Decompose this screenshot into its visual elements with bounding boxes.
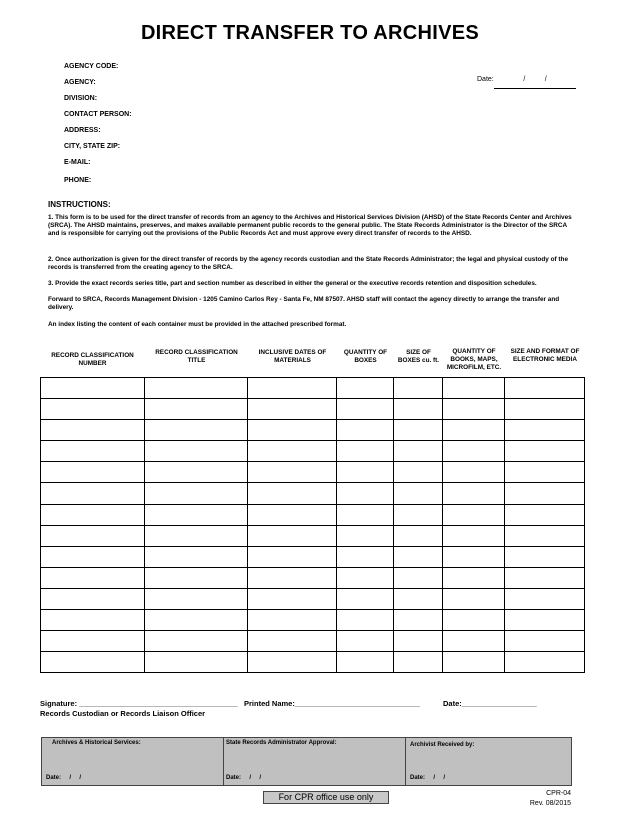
table-cell[interactable] <box>41 588 145 609</box>
form-number: CPR-04 <box>546 790 571 797</box>
table-cell[interactable] <box>336 420 393 441</box>
signature-date-line[interactable]: Date:__________________ <box>443 699 537 708</box>
sra-date: Date: / / <box>226 775 262 781</box>
table-cell[interactable] <box>145 420 247 441</box>
table-cell[interactable] <box>336 631 393 652</box>
table-cell[interactable] <box>443 610 505 631</box>
forward-note: Forward to SRCA, Records Management Division - 1205 Camino Carlos Rey - Santa Fe, NM 87507. AHSD staff will contact the agency directly to arrange the transfer and delivery. <box>48 296 560 311</box>
ahs-date: Date: / / <box>46 775 82 781</box>
column-header: RECORD CLASSIFICATION TITLE <box>155 349 238 364</box>
table-row <box>41 546 585 567</box>
table-cell[interactable] <box>145 483 247 504</box>
table-cell[interactable] <box>247 588 336 609</box>
table-cell[interactable] <box>41 652 145 673</box>
field-label: CITY, STATE ZIP: <box>64 143 121 150</box>
table-cell[interactable] <box>247 378 336 399</box>
table-cell[interactable] <box>505 441 585 462</box>
table-row <box>41 588 585 609</box>
table-cell[interactable] <box>393 525 442 546</box>
field-label: CONTACT PERSON: <box>64 111 132 118</box>
table-cell[interactable] <box>336 588 393 609</box>
table-cell[interactable] <box>41 504 145 525</box>
ahs-box[interactable] <box>41 737 224 786</box>
table-cell[interactable] <box>336 610 393 631</box>
signature-line[interactable]: Signature: ______________________________________ <box>40 699 238 708</box>
table-cell[interactable] <box>393 504 442 525</box>
page-title: DIRECT TRANSFER TO ARCHIVES <box>140 22 480 44</box>
column-header: SIZE OF BOXES cu. ft. <box>397 349 440 364</box>
table-row <box>41 483 585 504</box>
field-label: AGENCY: <box>64 79 96 86</box>
table-cell[interactable] <box>247 567 336 588</box>
table-cell[interactable] <box>145 610 247 631</box>
table-cell[interactable] <box>443 483 505 504</box>
table-row <box>41 441 585 462</box>
instructions-heading: INSTRUCTIONS: <box>48 200 111 209</box>
table-cell[interactable] <box>393 399 442 420</box>
table-cell[interactable] <box>393 483 442 504</box>
table-cell[interactable] <box>247 462 336 483</box>
table-cell[interactable] <box>247 546 336 567</box>
table-cell[interactable] <box>247 504 336 525</box>
table-cell[interactable] <box>41 420 145 441</box>
index-note: An index listing the content of each container must be provided in the attached prescribed format. <box>48 321 347 328</box>
table-cell[interactable] <box>145 525 247 546</box>
archivist-box[interactable] <box>405 737 572 786</box>
table-cell[interactable] <box>336 462 393 483</box>
column-header: QUANTITY OF BOOKS, MAPS, MICROFILM, ETC. <box>446 348 502 371</box>
table-cell[interactable] <box>393 631 442 652</box>
table-cell[interactable] <box>336 483 393 504</box>
table-cell[interactable] <box>505 504 585 525</box>
table-row <box>41 399 585 420</box>
table-cell[interactable] <box>41 399 145 420</box>
table-cell[interactable] <box>336 652 393 673</box>
table-cell[interactable] <box>247 483 336 504</box>
table-row <box>41 631 585 652</box>
column-header: QUANTITY OF BOXES <box>343 349 388 364</box>
table-cell[interactable] <box>41 462 145 483</box>
records-table <box>40 377 585 673</box>
instruction-1: 1. This form is to be used for the direct transfer of records from an agency to the Archives and Historical Services Division (AHSD) of the State Records Center and Archives (SRCA). The AHSD maintains, preserves, and makes available permanent public records to the general public. The State Records Administrator is the Director of the SRCA and is responsible for carrying out the provisions of the Public Records Act and must approve every direct transfer of records to the AHSD. <box>48 214 572 237</box>
table-cell[interactable] <box>145 652 247 673</box>
table-cell[interactable] <box>505 631 585 652</box>
table-cell[interactable] <box>41 610 145 631</box>
table-cell[interactable] <box>336 504 393 525</box>
table-cell[interactable] <box>393 567 442 588</box>
column-header: INCLUSIVE DATES OF MATERIALS <box>258 349 327 364</box>
table-cell[interactable] <box>145 441 247 462</box>
table-cell[interactable] <box>443 525 505 546</box>
table-cell[interactable] <box>443 420 505 441</box>
table-cell[interactable] <box>505 483 585 504</box>
field-label: AGENCY CODE: <box>64 63 119 70</box>
archivist-date: Date: / / <box>410 775 446 781</box>
table-cell[interactable] <box>145 631 247 652</box>
sra-box[interactable] <box>223 737 406 786</box>
table-cell[interactable] <box>443 652 505 673</box>
table-cell[interactable] <box>505 420 585 441</box>
table-cell[interactable] <box>393 610 442 631</box>
table-cell[interactable] <box>443 567 505 588</box>
table-cell[interactable] <box>443 378 505 399</box>
table-cell[interactable] <box>145 504 247 525</box>
table-cell[interactable] <box>443 399 505 420</box>
instruction-3: 3. Provide the exact records series title, part and section number as described in either the general or the executive records retention and disposition schedules. <box>48 280 537 287</box>
table-cell[interactable] <box>505 378 585 399</box>
field-label: E-MAIL: <box>64 159 91 166</box>
table-cell[interactable] <box>41 525 145 546</box>
table-row <box>41 567 585 588</box>
table-cell[interactable] <box>247 610 336 631</box>
table-cell[interactable] <box>443 631 505 652</box>
table-row <box>41 420 585 441</box>
table-cell[interactable] <box>505 525 585 546</box>
signer-role: Records Custodian or Records Liaison Officer <box>40 709 206 718</box>
table-cell[interactable] <box>443 588 505 609</box>
field-label: PHONE: <box>64 177 92 184</box>
table-cell[interactable] <box>505 399 585 420</box>
archivist-label: Archivist Received by: <box>410 742 475 748</box>
table-cell[interactable] <box>41 631 145 652</box>
table-row <box>41 462 585 483</box>
table-cell[interactable] <box>393 652 442 673</box>
table-cell[interactable] <box>336 546 393 567</box>
table-cell[interactable] <box>505 652 585 673</box>
table-cell[interactable] <box>393 378 442 399</box>
table-cell[interactable] <box>41 567 145 588</box>
table-cell[interactable] <box>145 567 247 588</box>
table-cell[interactable] <box>505 546 585 567</box>
table-cell[interactable] <box>393 462 442 483</box>
table-cell[interactable] <box>505 588 585 609</box>
instruction-2: 2. Once authorization is given for the direct transfer of records by the agency records custodian and the State Records Administrator; the legal and physical custody of the records is transferred from the creating agency to the SRCA. <box>48 256 569 271</box>
table-cell[interactable] <box>443 441 505 462</box>
table-cell[interactable] <box>145 378 247 399</box>
table-cell[interactable] <box>145 462 247 483</box>
table-cell[interactable] <box>393 441 442 462</box>
field-label: ADDRESS: <box>64 127 101 134</box>
table-cell[interactable] <box>336 525 393 546</box>
table-cell[interactable] <box>247 652 336 673</box>
table-cell[interactable] <box>41 546 145 567</box>
table-cell[interactable] <box>443 504 505 525</box>
table-cell[interactable] <box>145 399 247 420</box>
table-cell[interactable] <box>336 378 393 399</box>
table-cell[interactable] <box>336 567 393 588</box>
table-row <box>41 610 585 631</box>
table-cell[interactable] <box>443 546 505 567</box>
table-cell[interactable] <box>247 525 336 546</box>
office-use-banner: For CPR office use only <box>263 791 389 804</box>
table-cell[interactable] <box>393 588 442 609</box>
table-cell[interactable] <box>505 610 585 631</box>
table-cell[interactable] <box>336 399 393 420</box>
table-row <box>41 652 585 673</box>
table-cell[interactable] <box>41 483 145 504</box>
table-cell[interactable] <box>145 546 247 567</box>
table-cell[interactable] <box>336 441 393 462</box>
table-cell[interactable] <box>443 462 505 483</box>
column-header: RECORD CLASSIFICATION NUMBER <box>51 352 134 367</box>
table-cell[interactable] <box>247 420 336 441</box>
date-label: Date: <box>477 76 494 83</box>
column-header: SIZE AND FORMAT OF ELECTRONIC MEDIA <box>510 348 580 363</box>
revision: Rev. 08/2015 <box>529 800 571 807</box>
date-field[interactable]: / / <box>494 76 576 89</box>
table-cell[interactable] <box>41 441 145 462</box>
table-cell[interactable] <box>393 546 442 567</box>
table-cell[interactable] <box>41 378 145 399</box>
table-row <box>41 378 585 399</box>
table-row <box>41 525 585 546</box>
field-label: DIVISION: <box>64 95 98 102</box>
table-cell[interactable] <box>145 588 247 609</box>
table-cell[interactable] <box>247 399 336 420</box>
table-cell[interactable] <box>505 462 585 483</box>
table-row <box>41 504 585 525</box>
ahs-label: Archives & Historical Services: <box>52 740 141 746</box>
sra-label: State Records Administrator Approval: <box>226 740 337 746</box>
printed-name-line[interactable]: Printed Name:______________________________ <box>244 699 420 708</box>
table-cell[interactable] <box>505 567 585 588</box>
table-cell[interactable] <box>393 420 442 441</box>
table-cell[interactable] <box>247 631 336 652</box>
table-cell[interactable] <box>247 441 336 462</box>
